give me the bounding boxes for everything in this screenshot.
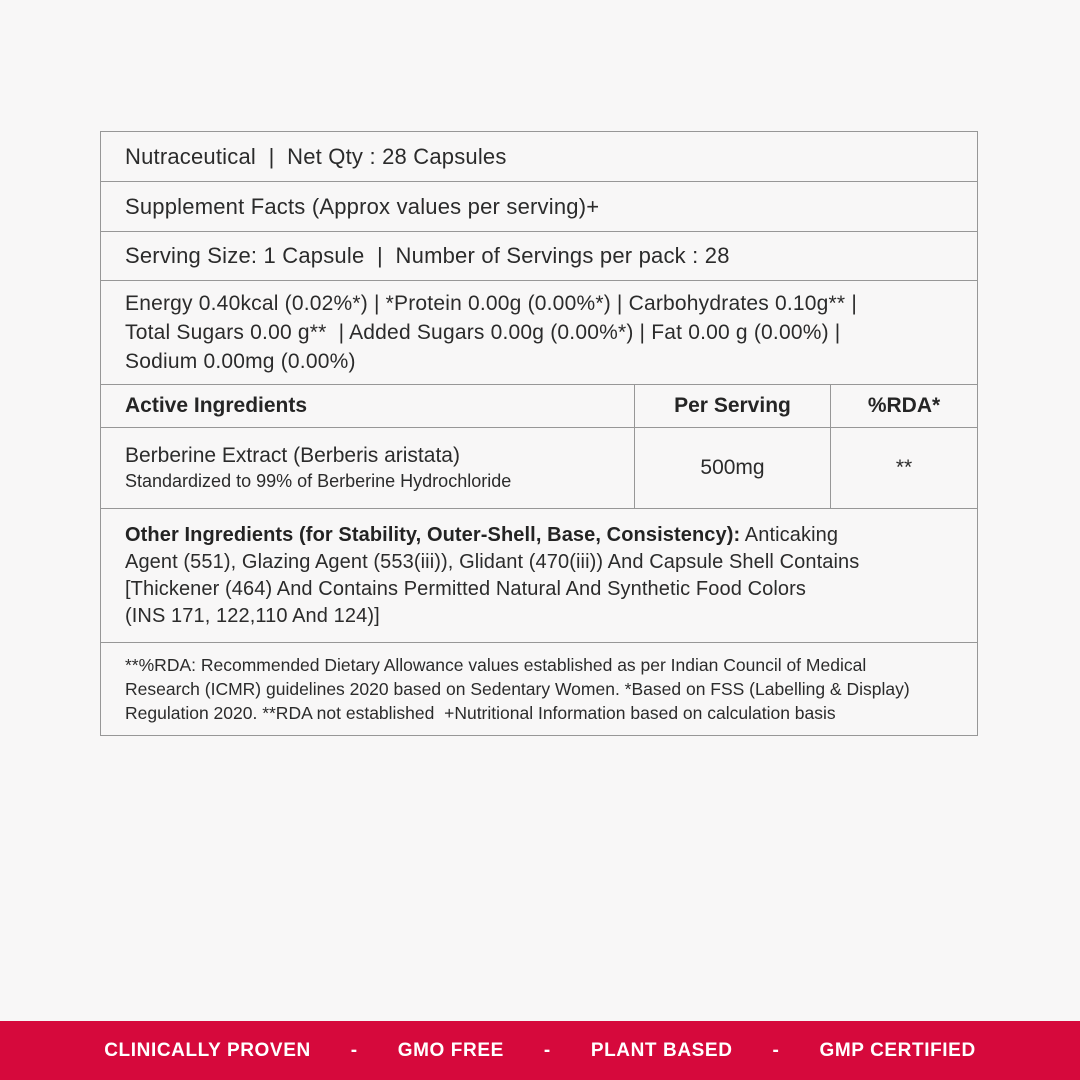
nutrition-summary-row xyxy=(101,281,977,385)
ingredient-row xyxy=(101,428,977,509)
banner-item-gmp-certified: GMP CERTIFIED xyxy=(819,1039,976,1061)
product-qty-text: Nutraceutical | Net Qty : 28 Capsules xyxy=(125,143,507,169)
other-ingredients-line-4: (INS 171, 122,110 And 124)] xyxy=(125,604,380,627)
active-ingredients-header: Active Ingredients xyxy=(101,385,635,427)
ingredient-name: Berberine Extract (Berberis aristata) xyxy=(125,444,460,467)
footnote-line-3: Regulation 2020. **RDA not established +Nutritional Information based on calculation basis xyxy=(125,703,836,723)
ingredient-amount: 500mg xyxy=(635,428,831,508)
supplement-facts-text: Supplement Facts (Approx values per serving)+ xyxy=(125,193,600,219)
supplement-facts-label xyxy=(100,131,978,736)
other-ingredients-row xyxy=(101,509,977,643)
nutrition-line-2: Total Sugars 0.00 g** | Added Sugars 0.00g (0.00%*) | Fat 0.00 g (0.00%) | xyxy=(125,321,841,344)
per-serving-header: Per Serving xyxy=(635,385,831,427)
other-ingredients-line-2: Agent (551), Glazing Agent (553(iii)), Glidant (470(iii)) And Capsule Shell Contains xyxy=(125,550,860,573)
banner-separator: - xyxy=(772,1039,780,1061)
banner-separator: - xyxy=(350,1039,358,1061)
supplement-facts-row xyxy=(101,182,977,232)
ingredient-name-cell xyxy=(101,428,635,508)
active-ingredients-header-row xyxy=(101,385,977,428)
footnote-line-1: **%RDA: Recommended Dietary Allowance values established as per Indian Council of Medical xyxy=(125,655,867,675)
banner-item-clinically-proven: CLINICALLY PROVEN xyxy=(104,1039,311,1061)
banner-separator: - xyxy=(543,1039,551,1061)
other-ingredients-line-1 xyxy=(125,522,953,549)
ingredient-detail: Standardized to 99% of Berberine Hydrochloride xyxy=(125,471,512,491)
banner-item-plant-based: PLANT BASED xyxy=(590,1039,733,1061)
nutrition-line-1: Energy 0.40kcal (0.02%*) | *Protein 0.00g (0.00%*) | Carbohydrates 0.10g** | xyxy=(125,292,857,315)
rda-footnote-row xyxy=(101,643,977,735)
other-ingredients-rest-1: Anticaking xyxy=(740,523,839,546)
ingredient-rda: ** xyxy=(895,456,913,479)
nutrition-line-3: Sodium 0.00mg (0.00%) xyxy=(125,350,356,373)
rda-header: %RDA* xyxy=(867,394,941,417)
footnote-line-2: Research (ICMR) guidelines 2020 based on Sedentary Women. *Based on FSS (Labelling & Display) xyxy=(125,679,910,699)
other-ingredients-line-3: [Thickener (464) And Contains Permitted Natural And Synthetic Food Colors xyxy=(125,577,806,600)
other-ingredients-label: Other Ingredients (for Stability, Outer-Shell, Base, Consistency): xyxy=(125,523,741,546)
bottom-claims-banner xyxy=(0,1021,1080,1080)
product-qty-row xyxy=(101,132,977,182)
serving-size-text: Serving Size: 1 Capsule | Number of Servings per pack : 28 xyxy=(125,243,730,268)
banner-item-gmo-free: GMO FREE xyxy=(397,1039,504,1061)
serving-size-row xyxy=(101,232,977,281)
